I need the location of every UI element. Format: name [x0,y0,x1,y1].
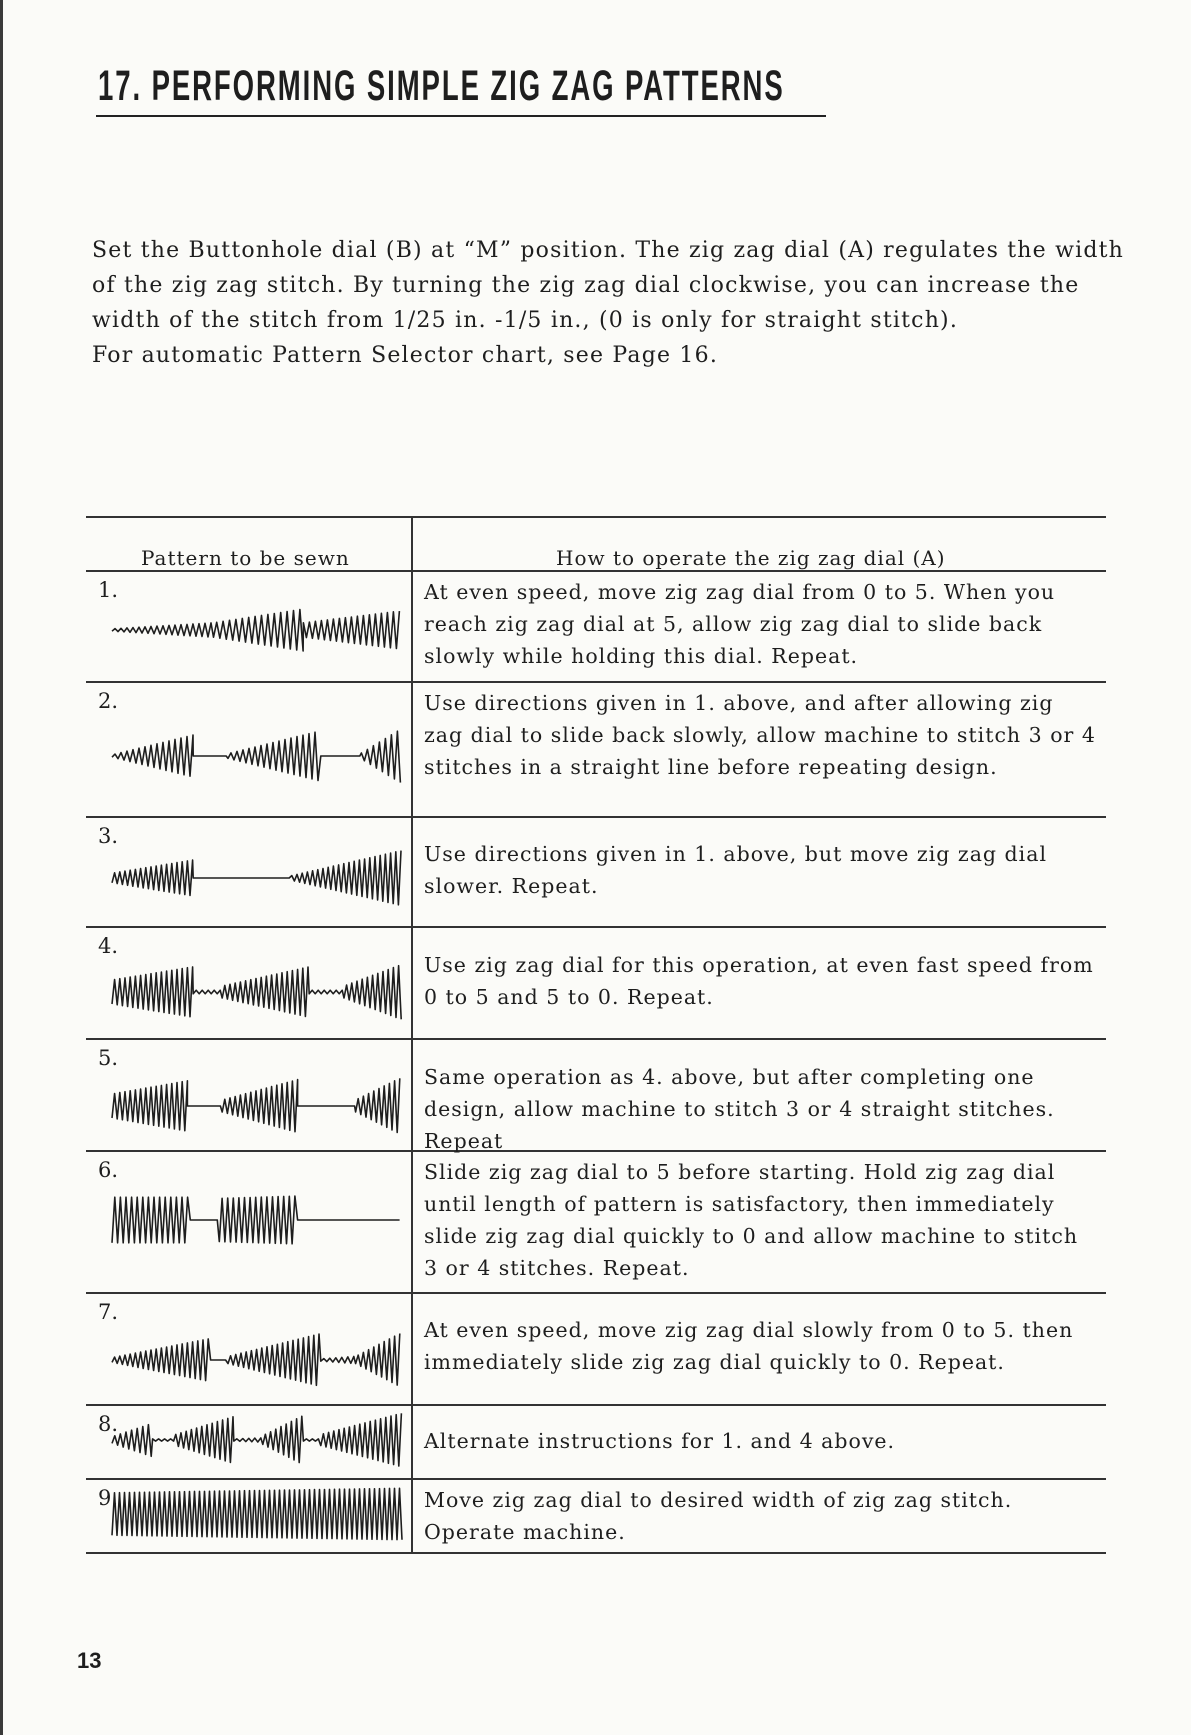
zigzag-swell-pattern-icon [112,600,402,660]
stitch-line [112,1334,400,1386]
table-row [86,926,1106,1038]
row-number: 7. [98,1300,119,1324]
row-instruction: Use directions given in 1. above, but move zig zag dial slower. Repeat. [424,842,1048,898]
table-row [86,1404,1106,1478]
row-instruction: At even speed, move zig zag dial from 0 to 5. When you reach zig zag dial at 5, allow zig zag dial to slide back slowly while holding this dial. Repeat. [424,580,1056,668]
table-rule-bottom [86,1552,1106,1554]
table-row [86,816,1106,926]
page-number: 13 [77,1648,102,1673]
row-instruction: Use zig zag dial for this operation, at even fast speed from 0 to 5 and 5 to 0. Repeat. [424,953,1094,1009]
row-number: 3. [98,824,119,848]
zigzag-fast-swell-straight-pattern-icon [112,1076,402,1136]
column-header-pattern: Pattern to be sewn [141,546,350,570]
zigzag-swell-with-straight-pattern-icon [112,726,402,786]
stitch-line [112,731,400,782]
zigzag-even-pattern-icon [112,1486,402,1542]
table-row [86,681,1106,816]
table-rule-top [86,516,1106,518]
row-number: 2. [98,689,119,713]
row-number: 1. [98,578,119,602]
row-number: 8. [98,1412,119,1436]
intro-text [92,233,1152,373]
section-title: 17. PERFORMING SIMPLE ZIG ZAG PATTERNS [98,62,785,110]
title-underline [96,115,826,117]
table-row [86,1150,1106,1292]
row-instruction: Same operation as 4. above, but after completing one design, allow machine to stitch 3 or 4 straight stitches. Repeat [424,1065,1055,1153]
row-instruction: Alternate instructions for 1. and 4 above. [424,1429,896,1453]
row-number: 9. [98,1486,119,1510]
row-number: 4. [98,934,119,958]
zigzag-alternate-pattern-icon [112,1412,402,1468]
chart-reference: For automatic Pattern Selector chart, see Page 16. [92,343,719,368]
stitch-line [112,966,401,1020]
column-header-how: How to operate the zig zag dial (A) [556,546,946,570]
stitch-line [112,610,399,652]
page-binding-edge [0,0,3,1735]
row-number: 6. [98,1158,119,1182]
row-instruction: Move zig zag dial to desired width of zig zag stitch. Operate machine. [424,1488,1013,1544]
zigzag-ramp-pattern-icon [112,1330,402,1390]
row-number: 5. [98,1046,119,1070]
stitch-line [112,851,401,905]
stitch-line [112,1196,400,1244]
table-row [86,570,1106,681]
table-row [86,1038,1106,1153]
stitch-line [112,1488,402,1540]
zigzag-fast-swell-pattern-icon [112,962,402,1022]
row-instruction: Slide zig zag dial to 5 before starting. Hold zig zag dial until length of pattern is satisfactory, then immediately slide zig zag dial quickly to 0 and allow machine to stitch 3 or 4 stitches. Repeat. [424,1160,1079,1280]
zigzag-slow-swell-pattern-icon [112,848,402,908]
intro-paragraph: Set the Buttonhole dial (B) at “M” position. The zig zag dial (A) regulates the width of the zig zag stitch. By turning the zig zag dial clockwise, you can increase the width of the stitch from 1/25 in. -1/5 in., (0 is only for straight stitch). [92,238,1125,333]
stitch-line [112,1078,400,1132]
row-instruction: Use directions given in 1. above, and after allowing zig zag dial to slide back slowly, allow machine to stitch 3 or 4 stitches in a straight line before repeating design. [424,691,1096,779]
row-instruction: At even speed, move zig zag dial slowly from 0 to 5. then immediately slide zig zag dial quickly to 0. Repeat. [424,1318,1074,1374]
table-row [86,1292,1106,1404]
zigzag-block-pattern-icon [112,1190,402,1250]
table-row [86,1478,1106,1552]
stitch-line [112,1413,401,1466]
